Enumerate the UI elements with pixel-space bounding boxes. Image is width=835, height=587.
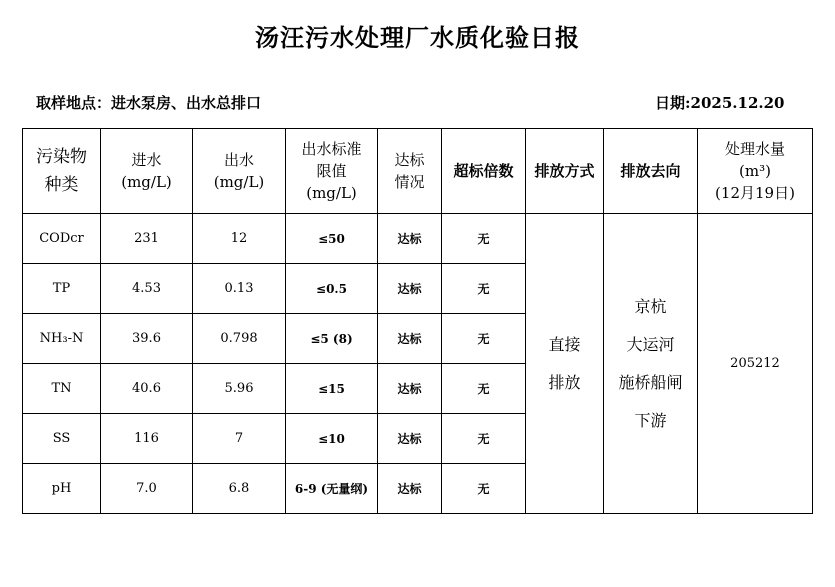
pollutant-cell: pH	[23, 464, 101, 514]
compliance-cell: 达标	[378, 364, 442, 414]
compliance-cell: 达标	[378, 464, 442, 514]
header-inflow: 进水 (mg/L)	[101, 129, 193, 214]
outflow-cell: 0.798	[193, 314, 286, 364]
sampling-location: 取样地点：进水泵房、出水总排口	[36, 94, 262, 112]
volume-cell: 205212	[698, 214, 813, 514]
table-row	[23, 214, 813, 264]
report-date: 日期:2025.12.20	[655, 94, 785, 112]
exceed-cell: 无	[442, 414, 526, 464]
inflow-cell: 4.53	[101, 264, 193, 314]
exceed-cell: 无	[442, 264, 526, 314]
outflow-cell: 6.8	[193, 464, 286, 514]
header-compliance: 达标 情况	[378, 129, 442, 214]
compliance-cell: 达标	[378, 264, 442, 314]
outflow-cell: 7	[193, 414, 286, 464]
header-row	[23, 129, 813, 214]
header-pollutant: 污染物 种类	[23, 129, 101, 214]
header-standard: 出水标准 限值 (mg/L)	[286, 129, 378, 214]
standard-cell: ≤15	[286, 364, 378, 414]
header-volume: 处理水量 (m³) (12月19日)	[698, 129, 813, 214]
outflow-cell: 12	[193, 214, 286, 264]
exceed-cell: 无	[442, 214, 526, 264]
compliance-cell: 达标	[378, 214, 442, 264]
pollutant-cell: TN	[23, 364, 101, 414]
exceed-cell: 无	[442, 364, 526, 414]
discharge-dest-cell: 京杭 大运河 施桥船闸 下游	[604, 214, 698, 514]
discharge-method-cell: 直接 排放	[526, 214, 604, 514]
standard-cell: 6-9 (无量纲)	[286, 464, 378, 514]
report-title: 汤汪污水处理厂水质化验日报	[255, 23, 580, 52]
header-discharge-dest: 排放去向	[604, 129, 698, 214]
standard-cell: ≤10	[286, 414, 378, 464]
header-outflow: 出水 (mg/L)	[193, 129, 286, 214]
inflow-cell: 39.6	[101, 314, 193, 364]
header-discharge-method: 排放方式	[526, 129, 604, 214]
outflow-cell: 0.13	[193, 264, 286, 314]
pollutant-cell: CODcr	[23, 214, 101, 264]
inflow-cell: 231	[101, 214, 193, 264]
compliance-cell: 达标	[378, 414, 442, 464]
standard-cell: ≤5 (8)	[286, 314, 378, 364]
exceed-cell: 无	[442, 314, 526, 364]
water-quality-table	[22, 128, 813, 514]
pollutant-cell: SS	[23, 414, 101, 464]
standard-cell: ≤50	[286, 214, 378, 264]
pollutant-cell: NH₃-N	[23, 314, 101, 364]
exceed-cell: 无	[442, 464, 526, 514]
standard-cell: ≤0.5	[286, 264, 378, 314]
pollutant-cell: TP	[23, 264, 101, 314]
inflow-cell: 7.0	[101, 464, 193, 514]
inflow-cell: 40.6	[101, 364, 193, 414]
inflow-cell: 116	[101, 414, 193, 464]
compliance-cell: 达标	[378, 314, 442, 364]
header-exceed: 超标倍数	[442, 129, 526, 214]
outflow-cell: 5.96	[193, 364, 286, 414]
